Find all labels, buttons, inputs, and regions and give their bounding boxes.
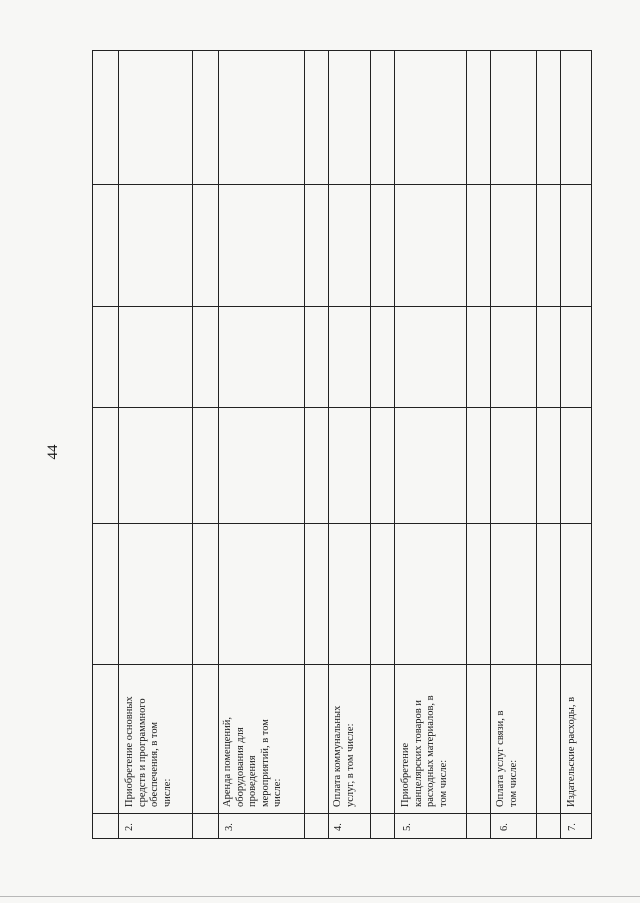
row-number: 6. — [499, 823, 510, 831]
column-divider — [92, 523, 592, 524]
row-divider — [394, 50, 395, 839]
row-label: Аренда помещений, оборудования для проведения мероприятий, в том числе: — [222, 717, 283, 807]
row-number: 2. — [124, 823, 135, 831]
row-label: Приобретение канцелярских товаров и расходных материалов, в том числе: — [400, 695, 449, 807]
column-divider — [92, 813, 592, 814]
column-divider — [92, 306, 592, 307]
column-divider — [92, 184, 592, 185]
row-number: 5. — [402, 823, 413, 831]
row-divider — [218, 50, 219, 839]
row-label: Оплата услуг связи, в том числе: — [495, 710, 519, 807]
column-divider — [118, 50, 119, 839]
row-divider — [304, 50, 305, 839]
row-divider — [328, 50, 329, 839]
row-divider — [490, 50, 491, 839]
row-divider — [536, 50, 537, 839]
row-number: 3. — [224, 823, 235, 831]
column-divider — [92, 664, 592, 665]
row-divider — [192, 50, 193, 839]
row-number: 7. — [567, 823, 578, 831]
row-number: 4. — [333, 823, 344, 831]
row-label: Оплата коммунальных услуг, в том числе: — [332, 705, 356, 807]
row-label: Приобретение основных средств и программного обеспечения, в том числе: — [124, 696, 173, 807]
expense-table — [92, 50, 592, 839]
row-divider — [466, 50, 467, 839]
row-divider — [370, 50, 371, 839]
scan-edge — [0, 896, 640, 897]
row-label: Издательские расходы, в — [566, 696, 577, 807]
page-number: 44 — [45, 444, 61, 460]
column-divider — [92, 407, 592, 408]
row-divider — [560, 50, 561, 839]
